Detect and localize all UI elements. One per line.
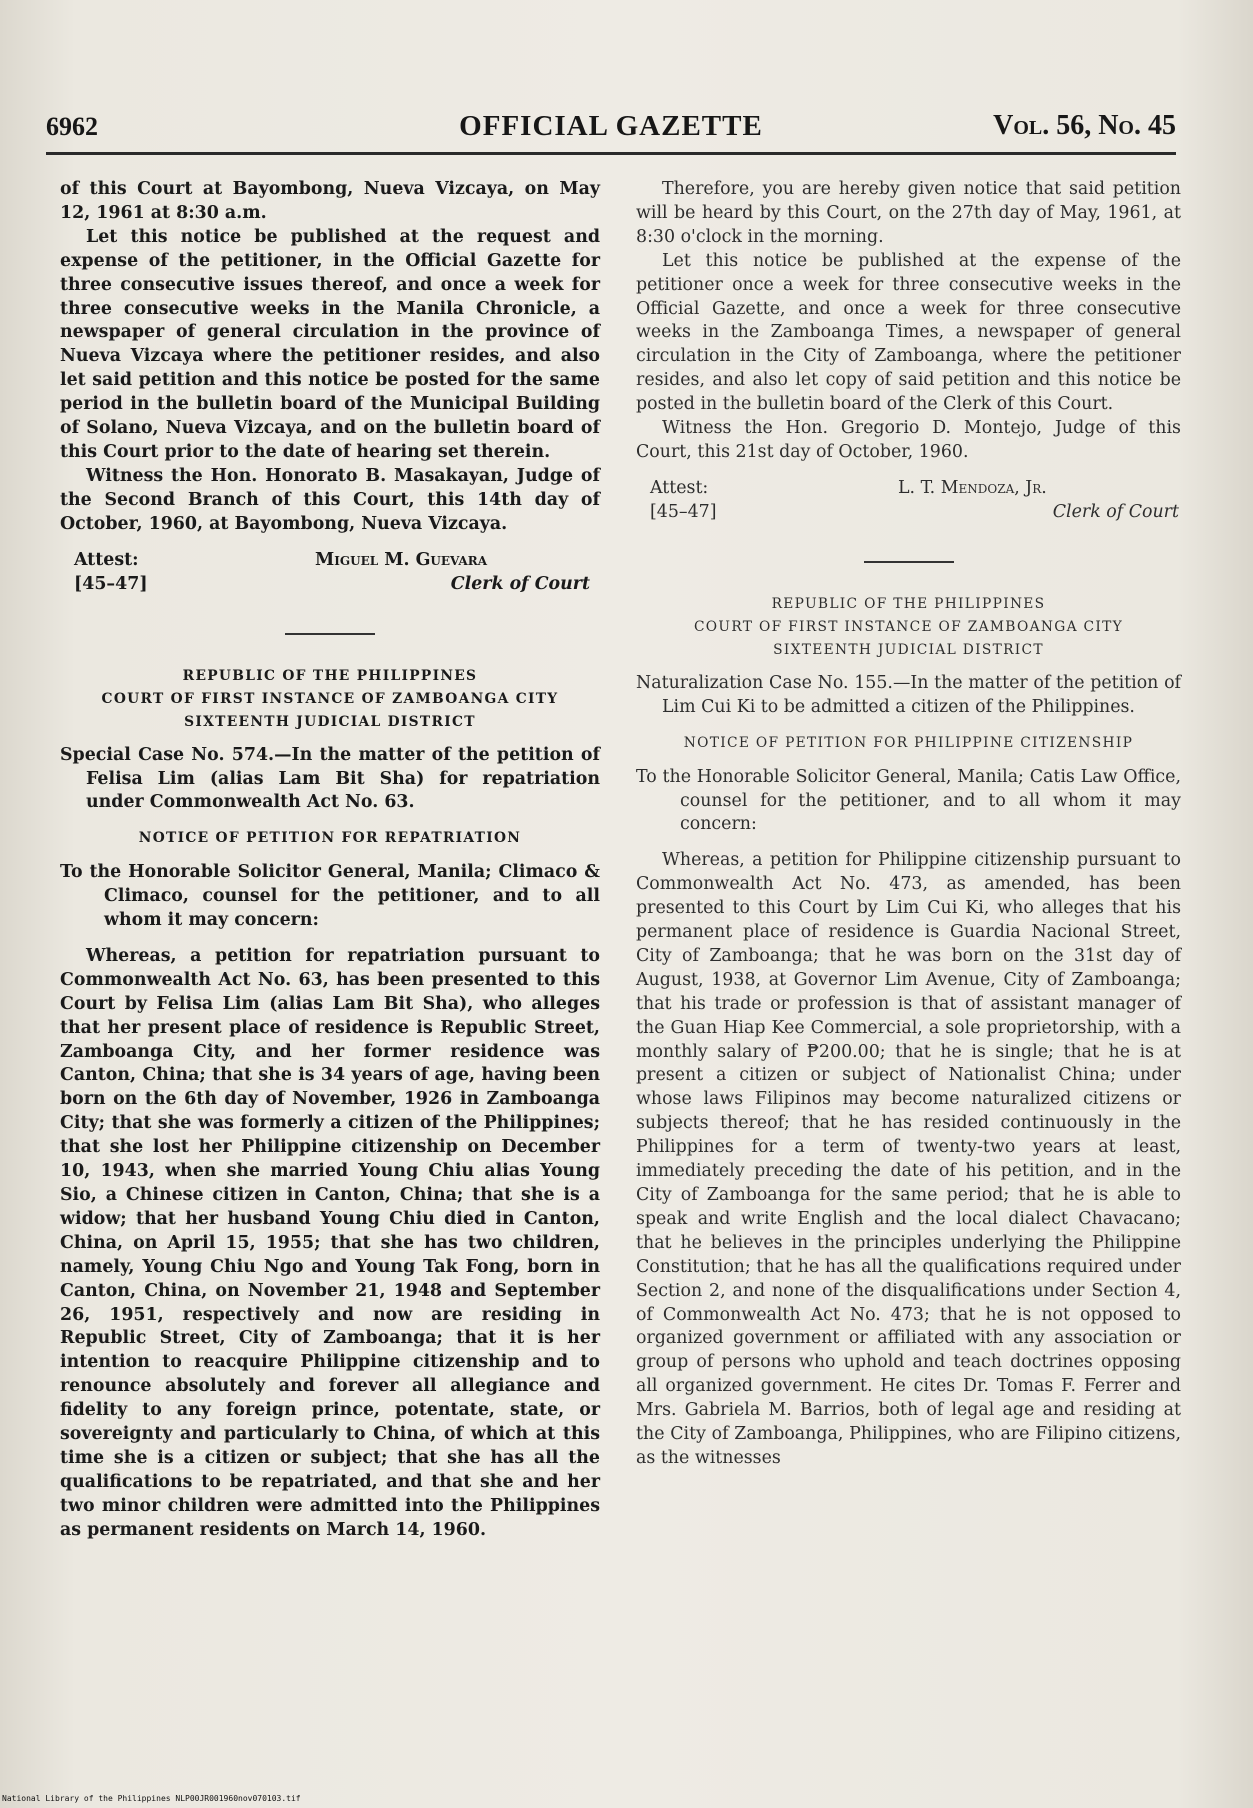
court-heading [636, 593, 1181, 662]
notice-address: To the Honorable Solicitor General, Manila; Climaco & Climaco, counsel for the petitioner, and to all whom it may concern: [60, 862, 600, 931]
case-title: Special Case No. 574.—In the matter of the petition of Felisa Lim (alias Lam Bit Sha) for repatriation under Commonwealth Act No. 63. [60, 744, 600, 813]
right-column [636, 178, 1181, 1471]
attest-label: Attest: [650, 477, 709, 498]
right-publish-paragraph: Let this notice be published at the expense of the petitioner once a week for three consecutive weeks in the Official Gazette, and once a week for three consecutive weeks in the Zamboanga Times, a newspaper of general circulation in the City of Zamboanga, where the petitioner resides, and also let copy of said petition and this notice be posted in the bulletin board of the Clerk of this Court. [636, 250, 1181, 415]
right-attest-block [636, 477, 1181, 527]
court-line-district: SIXTEENTH JUDICIAL DISTRICT [184, 713, 476, 730]
clerk-title: Clerk of Court [1052, 501, 1179, 522]
right-body-paragraph: Whereas, a petition for Philippine citizenship pursuant to Commonwealth Act No. 473, as amended, has been presented to this Court by Lim Cui Ki, who alleges that his permanent place of residence is Guardia Nacional Street, City of Zamboanga; that he was born on the 31st day of August, 1938, at Governor Lim Avenue, City of Zamboanga; that his trade or profession is that of assistant manager of the Guan Hiap Kee Commercial, a sole proprietorship, with a monthly salary of ₱200.00; that he is single; that he is at present a citizen or subject of Nationalist China; under whose laws Filipinos may become naturalized citizens or subjects thereof; that he has resided continuously in the Philippines for a term of twenty-two years at least, immediately preceding the date of his petition, and in the City of Zamboanga for the same period; that he is able to speak and write English and the local dialect Chavacano; that he believes in the principles underlying the Philippine Constitution; that he has all the qualifications required under Section 2, and none of the disqualifications under Section 4, of Commonwealth Act No. 473; that he is not opposed to organized government or affiliated with any association or group of persons who uphold and teach doctrines opposing all organized government. He cites Dr. Tomas F. Ferrer and Mrs. Gabriela M. Barrios, both of legal age and residing at the City of Zamboanga, Philippines, who are Filipino citizens, as the witnesses [636, 850, 1181, 1468]
court-line-republic: REPUBLIC OF THE PHILIPPINES [771, 595, 1046, 612]
section-divider [864, 561, 954, 563]
header-rule [46, 152, 1176, 155]
clerk-name: Miguel M. Guevara [315, 549, 488, 570]
notice-address: To the Honorable Solicitor General, Manila; Catis Law Office, counsel for the petitioner, and to all whom it may concern: [636, 766, 1181, 835]
page-header [46, 106, 1176, 146]
court-line-court: COURT OF FIRST INSTANCE OF ZAMBOANGA CITY [693, 618, 1124, 635]
left-attest-block [60, 549, 600, 599]
right-witness-paragraph: Witness the Hon. Gregorio D. Montejo, Judge of this Court, this 21st day of October, 1960. [636, 418, 1181, 462]
page-number: 6962 [46, 112, 98, 141]
left-publish-paragraph: Let this notice be published at the request and expense of the petitioner, in the Official Gazette for three consecutive issues thereof, and once a week for three consecutive weeks in the Manila Chronicle, a newspaper of general circulation in the province of Nueva Vizcaya where the petitioner resides, and also let said petition and this notice be posted for the same period in the bulletin board of the Municipal Building of Solano, Nueva Vizcaya, and on the bulletin board of this Court prior to the date of hearing set therein. [60, 226, 600, 462]
right-therefore-paragraph: Therefore, you are hereby given notice that said petition will be heard by this Court, on the 27th day of May, 1961, at 8:30 o'clock in the morning. [636, 179, 1181, 247]
notice-heading: NOTICE OF PETITION FOR PHILIPPINE CITIZENSHIP [683, 734, 1134, 751]
left-witness-paragraph: Witness the Hon. Honorato B. Masakayan, Judge of the Second Branch of this Court, this 14th day of October, 1960, at Bayombong, Nueva Vizcaya. [60, 465, 600, 534]
section-divider [285, 633, 375, 635]
notice-heading: NOTICE OF PETITION FOR REPATRIATION [138, 830, 522, 847]
court-line-republic: REPUBLIC OF THE PHILIPPINES [182, 667, 478, 684]
attest-label: Attest: [74, 549, 139, 570]
publication-title: OFFICIAL GAZETTE [459, 110, 763, 142]
clerk-name: L. T. Mendoza, Jr. [898, 477, 1047, 498]
volume-label: Vol. 56, No. 45 [993, 110, 1176, 141]
case-title: Naturalization Case No. 155.—In the matter of the petition of Lim Cui Ki to be admitted a citizen of the Philippines. [636, 672, 1181, 717]
court-heading [60, 665, 600, 734]
clerk-title: Clerk of Court [450, 573, 590, 594]
left-intro: of this Court at Bayombong, Nueva Vizcaya, on May 12, 1961 at 8:30 a.m. [60, 179, 600, 223]
issue-ref: [45–47] [650, 501, 717, 522]
left-body-paragraph: Whereas, a petition for repatriation pursuant to Commonwealth Act No. 63, has been presented to this Court by Felisa Lim (alias Lam Bit Sha), who alleges that her present place of residence is Republic Street, Zamboanga City, and her former residence was Canton, China; that she is 34 years of age, having been born on the 6th day of November, 1926 in Zamboanga City; that she was formerly a citizen of the Philippines; that she lost her Philippine citizenship on December 10, 1943, when she married Young Chiu alias Young Sio, a Chinese citizen in Canton, China; that she is a widow; that her husband Young Chiu died in Canton, China, on April 15, 1955; that she has two children, namely, Young Chiu Ngo and Young Tak Fong, born in Canton, China, on November 21, 1948 and September 26, 1951, respectively and now are residing in Republic Street, City of Zamboanga; that it is her intention to reacquire Philippine citizenship and to renounce absolutely and forever all allegiance and fidelity to any foreign prince, potentate, state, or sovereignty and particularly to China, of which at this time she is a citizen or subject; that she has all the qualifications to be repatriated, and that she and her two minor children were admitted into the Philippines as permanent residents on March 14, 1960. [60, 945, 600, 1540]
issue-ref: [45–47] [74, 573, 148, 594]
court-line-court: COURT OF FIRST INSTANCE OF ZAMBOANGA CITY [101, 690, 559, 707]
court-line-district: SIXTEENTH JUDICIAL DISTRICT [773, 641, 1044, 658]
archive-footer: National Library of the Philippines NLP00JR001960nov070103.tif [2, 1794, 301, 1803]
left-column [60, 178, 600, 1543]
